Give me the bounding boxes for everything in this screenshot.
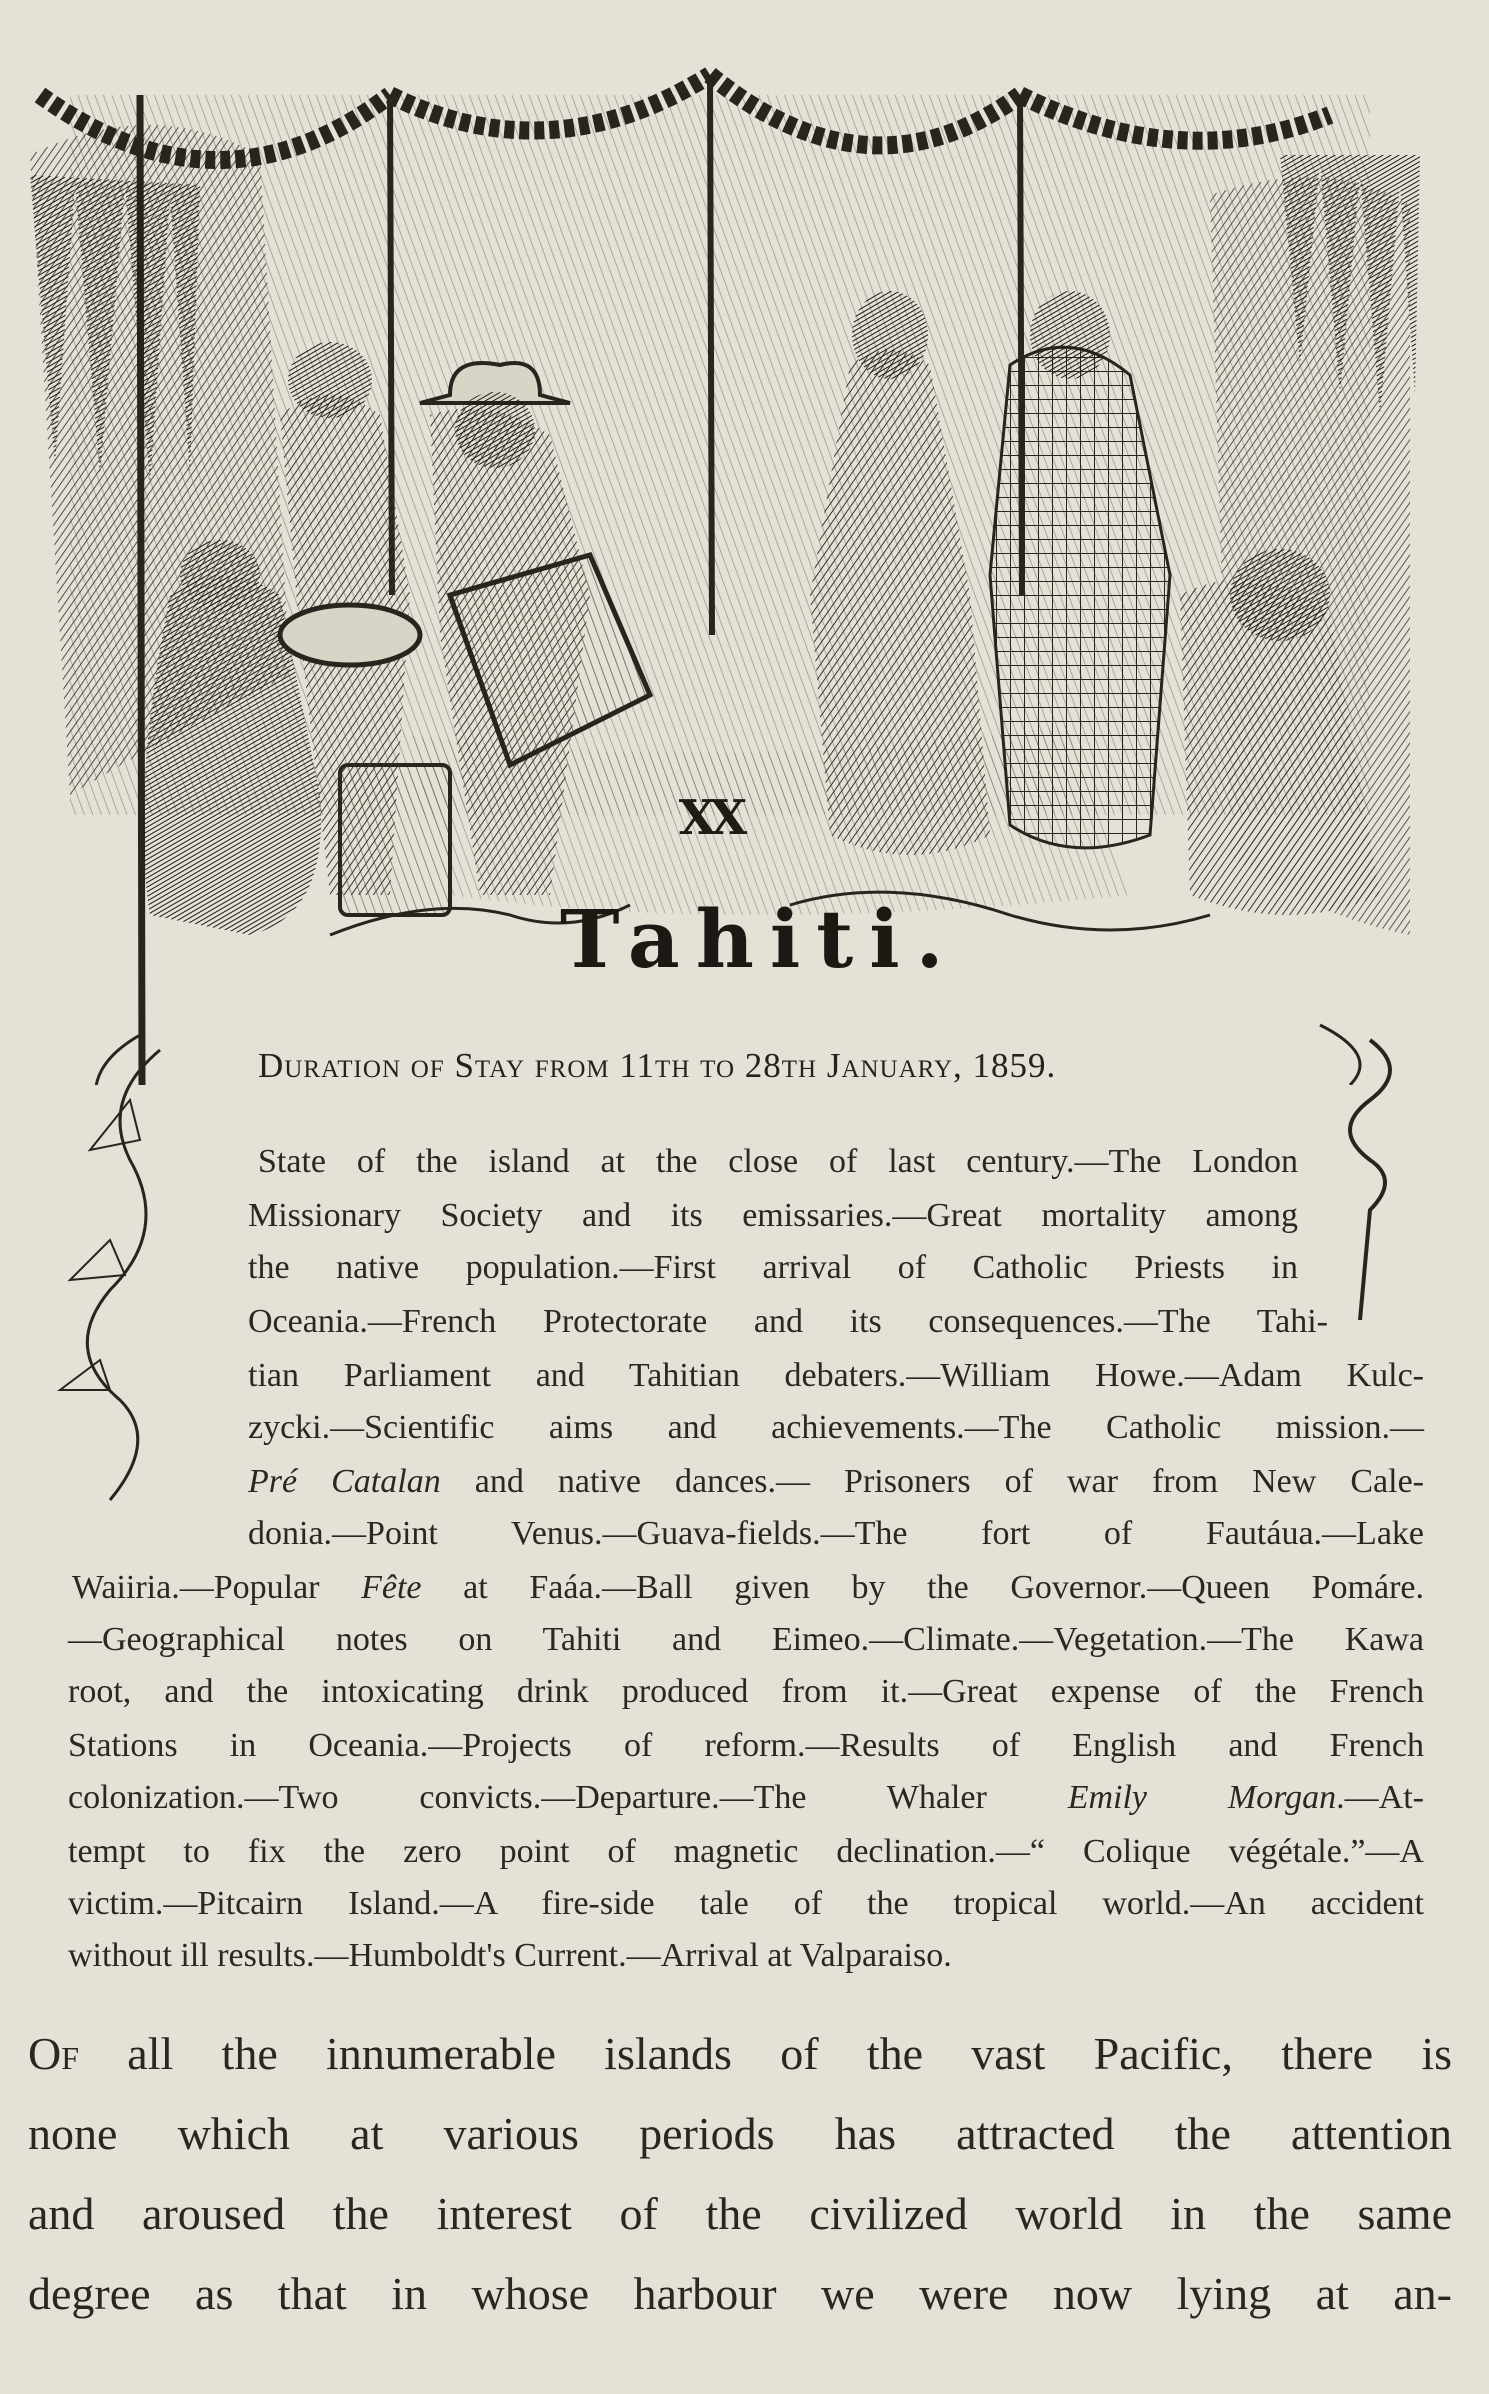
synopsis-line: Oceania.—French Protectorate and its consequences.—The Tahi- <box>248 1303 1328 1340</box>
italic-phrase: Emily Morgan <box>1067 1779 1337 1816</box>
synopsis-line: without ill results.—Humboldt's Current.—Arrival at Valparaiso. <box>68 1937 952 1974</box>
synopsis-line-italic: Waiiria.—Popular Fête at Faáa.—Ball given by the Governor.—Queen Pomáre. <box>72 1569 1424 1606</box>
synopsis-line: tempt to fix the zero point of magnetic declination.—“ Colique végétale.”—A <box>68 1833 1424 1870</box>
italic-phrase: Fête <box>361 1569 422 1606</box>
synopsis-line: —Geographical notes on Tahiti and Eimeo.—Climate.—Vegetation.—The Kawa <box>68 1621 1424 1658</box>
synopsis-line: donia.—Point Venus.—Guava-fields.—The fort of Fautáua.—Lake <box>248 1515 1424 1552</box>
synopsis-line: tian Parliament and Tahitian debaters.—William Howe.—Adam Kulc- <box>248 1357 1424 1394</box>
italic-phrase: Pré Catalan <box>248 1463 441 1500</box>
body-line: and aroused the interest of the civilized world in the same <box>28 2188 1452 2239</box>
synopsis-line: root, and the intoxicating drink produced from it.—Great expense of the French <box>68 1673 1424 1710</box>
synopsis-line: State of the island at the close of last century.—The London <box>258 1143 1298 1180</box>
synopsis-line: victim.—Pitcairn Island.—A fire-side tale of the tropical world.—An accident <box>68 1885 1424 1922</box>
synopsis-line-italic: Pré Catalan and native dances.— Prisoners of war from New Cale- <box>248 1463 1424 1500</box>
drum-1 <box>280 605 420 665</box>
left-vine-ornament <box>40 1040 210 1540</box>
body-line-text: all the innumerable islands of the vast Pacific, there is <box>79 2028 1452 2079</box>
opening-word: Of <box>28 2028 80 2079</box>
body-line <box>28 2024 1452 2084</box>
body-line: none which at various periods has attracted the attention <box>28 2108 1452 2159</box>
duration-heading: Duration of Stay from 11th to 28th January, 1859. <box>258 1046 1057 1085</box>
right-vine-ornament <box>1310 1030 1420 1330</box>
chapter-number: XX <box>678 790 742 846</box>
synopsis-line: Missionary Society and its emissaries.—Great mortality among <box>248 1197 1298 1234</box>
synopsis-line: Stations in Oceania.—Projects of reform.—Results of English and French <box>68 1727 1424 1764</box>
synopsis-line: zycki.—Scientific aims and achievements.—The Catholic mission.— <box>248 1409 1424 1446</box>
synopsis-line-italic: colonization.—Two convicts.—Departure.—The Whaler Emily Morgan.—At- <box>68 1779 1424 1816</box>
synopsis-line: the native population.—First arrival of Catholic Priests in <box>248 1249 1298 1286</box>
pole-mid-right <box>710 75 712 635</box>
body-line: degree as that in whose harbour we were now lying at an- <box>28 2268 1452 2319</box>
chapter-title: Tahiti. <box>560 892 960 986</box>
